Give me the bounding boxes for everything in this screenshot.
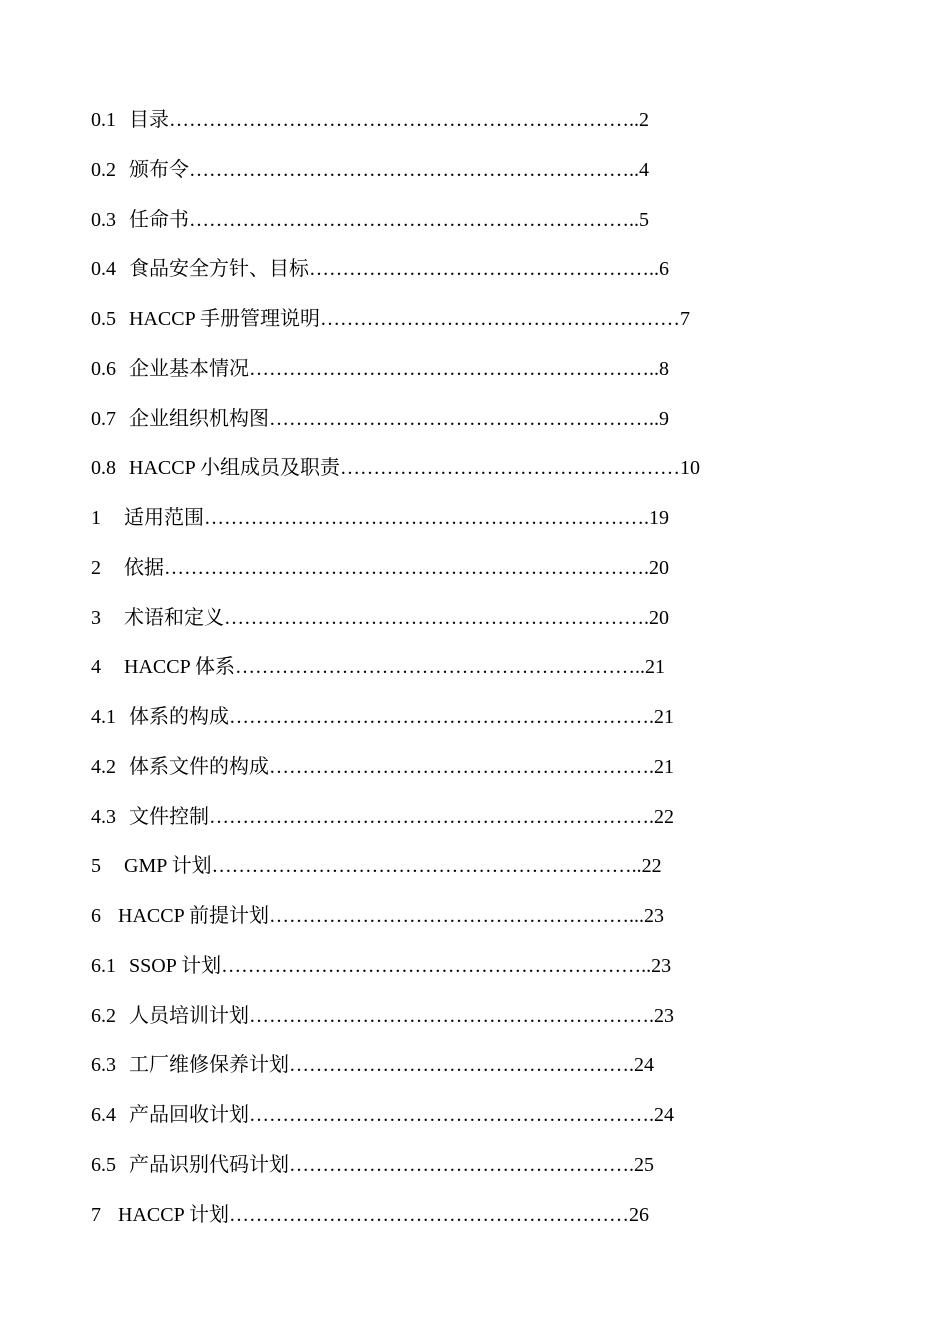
toc-leader-dots: ………………………………………………….. bbox=[269, 407, 659, 430]
toc-entry[interactable] bbox=[91, 799, 791, 849]
toc-entry[interactable] bbox=[91, 898, 791, 948]
toc-leader-dots: ………………………………………………………… bbox=[204, 507, 644, 529]
toc-entry[interactable] bbox=[91, 1047, 791, 1097]
toc-page-number: 24 bbox=[634, 1054, 654, 1077]
toc-entry[interactable] bbox=[91, 699, 791, 749]
table-of-contents bbox=[91, 102, 791, 1246]
toc-entry[interactable] bbox=[91, 998, 791, 1048]
toc-entry[interactable] bbox=[91, 152, 791, 202]
toc-entry[interactable] bbox=[91, 301, 791, 351]
toc-leader-dots: ……………………………………………………… bbox=[221, 954, 642, 977]
toc-number: 2 bbox=[91, 556, 101, 579]
toc-title: 文件控制 bbox=[129, 805, 209, 828]
toc-title: HACCP 手册管理说明 bbox=[129, 308, 320, 330]
toc-title: 依据 bbox=[124, 556, 164, 579]
toc-title: 产品回收计划 bbox=[129, 1104, 249, 1126]
toc-leader-dots: ………………………………………………………….. bbox=[189, 208, 639, 231]
toc-entry[interactable] bbox=[91, 102, 791, 152]
toc-page-number: 2 bbox=[639, 109, 649, 131]
toc-entry[interactable] bbox=[91, 649, 791, 699]
toc-title: 适用范围 bbox=[124, 507, 204, 529]
toc-leader-dots: …………………………………………………… bbox=[228, 1203, 629, 1226]
toc-leader-dots: …………………………………………………. bbox=[269, 755, 654, 778]
toc-entry[interactable] bbox=[91, 251, 791, 301]
toc-title: 企业组织机构图 bbox=[129, 407, 269, 430]
toc-title: 体系的构成 bbox=[129, 706, 229, 728]
toc-leader-dots: …………………………………………… bbox=[339, 457, 680, 480]
toc-leader-dots: ……………………………………………………. bbox=[249, 1004, 654, 1027]
toc-number: 6.1 bbox=[91, 954, 116, 977]
toc-page-number: ..23 bbox=[633, 905, 664, 927]
toc-number: 4.1 bbox=[91, 706, 116, 728]
toc-title: 人员培训计划 bbox=[129, 1004, 249, 1027]
toc-page-number: 8 bbox=[659, 357, 669, 380]
toc-leader-dots: …………………………………………………………. bbox=[209, 805, 654, 828]
toc-number: 4 bbox=[91, 656, 101, 679]
toc-title: 体系文件的构成 bbox=[129, 755, 269, 778]
toc-number: 0.3 bbox=[91, 208, 116, 231]
toc-number: 6 bbox=[91, 905, 101, 927]
toc-number: 0.6 bbox=[91, 357, 116, 380]
toc-number: 6.4 bbox=[91, 1104, 116, 1126]
toc-number: 0.4 bbox=[91, 258, 116, 281]
toc-page-number: 20 bbox=[649, 606, 669, 629]
toc-number: 4.3 bbox=[91, 805, 116, 828]
toc-leader-dots: …………………………………………………….. bbox=[249, 357, 659, 380]
toc-page-number: 21 bbox=[654, 755, 674, 778]
toc-page-number: ..23 bbox=[641, 954, 672, 977]
toc-entry[interactable] bbox=[91, 401, 791, 451]
toc-page-number: .19 bbox=[644, 507, 669, 529]
toc-entry[interactable] bbox=[91, 450, 791, 500]
toc-leader-dots: ……………………………………………………. bbox=[234, 656, 640, 679]
toc-page-number: 20 bbox=[649, 556, 669, 579]
toc-title: 产品识别代码计划 bbox=[129, 1153, 289, 1176]
toc-entry[interactable] bbox=[91, 948, 791, 998]
toc-number: 6.3 bbox=[91, 1054, 116, 1077]
toc-leader-dots: ……………………………………………… bbox=[319, 308, 680, 330]
toc-number: 1 bbox=[91, 507, 101, 529]
toc-leader-dots: …………………………………………………………….. bbox=[169, 109, 639, 131]
toc-title: HACCP 小组成员及职责 bbox=[129, 457, 340, 480]
toc-title: 任命书 bbox=[129, 208, 189, 231]
toc-title: 术语和定义 bbox=[124, 606, 224, 629]
toc-page-number: .22 bbox=[636, 855, 662, 878]
toc-number: 5 bbox=[91, 855, 101, 878]
toc-page-number: 21 bbox=[654, 706, 674, 728]
toc-leader-dots: ………………………………………………………. bbox=[224, 606, 649, 629]
toc-leader-dots: ………………………………………………. bbox=[268, 905, 634, 927]
toc-page-number: 7 bbox=[679, 308, 690, 330]
toc-title: HACCP 计划 bbox=[118, 1203, 229, 1226]
toc-page-number: .21 bbox=[639, 656, 665, 679]
toc-title: HACCP 体系 bbox=[124, 656, 235, 679]
toc-entry[interactable] bbox=[91, 550, 791, 600]
toc-title: 颁布令 bbox=[129, 158, 189, 181]
toc-number: 3 bbox=[91, 606, 101, 629]
toc-leader-dots: ………………………………………………………. bbox=[229, 706, 654, 728]
toc-leader-dots: ………………………………………………………….. bbox=[189, 158, 639, 181]
toc-title: 食品安全方针、目标 bbox=[129, 258, 309, 281]
toc-number: 0.8 bbox=[91, 457, 116, 480]
toc-number: 4.2 bbox=[91, 755, 116, 778]
toc-page-number: 10 bbox=[679, 457, 700, 480]
toc-entry[interactable] bbox=[91, 202, 791, 252]
toc-entry[interactable] bbox=[91, 749, 791, 799]
toc-page-number: 26 bbox=[628, 1203, 649, 1226]
toc-page-number: 22 bbox=[654, 805, 674, 828]
toc-number: 0.5 bbox=[91, 308, 116, 330]
toc-entry[interactable] bbox=[91, 500, 791, 550]
toc-number: 0.2 bbox=[91, 158, 116, 181]
toc-page-number: 5 bbox=[639, 208, 649, 231]
toc-page-number: 23 bbox=[654, 1004, 674, 1027]
toc-entry[interactable] bbox=[91, 1147, 791, 1197]
toc-title: 企业基本情况 bbox=[129, 357, 249, 380]
toc-number: 0.1 bbox=[91, 109, 116, 131]
toc-title: GMP 计划 bbox=[124, 855, 212, 878]
toc-leader-dots: ……………………………………………. bbox=[289, 1054, 634, 1077]
toc-leader-dots: ……………………………………………. bbox=[289, 1153, 634, 1176]
toc-title: 目录 bbox=[129, 109, 169, 131]
toc-number: 6.5 bbox=[91, 1153, 116, 1176]
toc-leader-dots: ………………………………………………………. bbox=[211, 855, 637, 878]
toc-page-number: 9 bbox=[659, 407, 669, 430]
toc-page-number: 6 bbox=[659, 258, 669, 281]
toc-number: 0.7 bbox=[91, 407, 116, 430]
toc-page-number: 4 bbox=[639, 158, 649, 181]
toc-number: 7 bbox=[91, 1203, 101, 1226]
toc-entry[interactable] bbox=[91, 351, 791, 401]
toc-number: 6.2 bbox=[91, 1004, 116, 1027]
toc-entry[interactable] bbox=[91, 600, 791, 650]
toc-page-number: 25 bbox=[634, 1153, 654, 1176]
toc-page-number: 24 bbox=[654, 1104, 674, 1126]
toc-leader-dots: ………………………………………………………………. bbox=[164, 556, 649, 579]
toc-title: SSOP 计划 bbox=[129, 954, 222, 977]
toc-entry[interactable] bbox=[91, 1197, 791, 1247]
toc-entry[interactable] bbox=[91, 1097, 791, 1147]
toc-title: 工厂维修保养计划 bbox=[129, 1054, 289, 1077]
toc-leader-dots: …………………………………………….. bbox=[309, 258, 659, 281]
toc-title: HACCP 前提计划 bbox=[118, 905, 269, 927]
toc-leader-dots: ……………………………………………………. bbox=[249, 1104, 654, 1126]
toc-entry[interactable] bbox=[91, 848, 791, 898]
